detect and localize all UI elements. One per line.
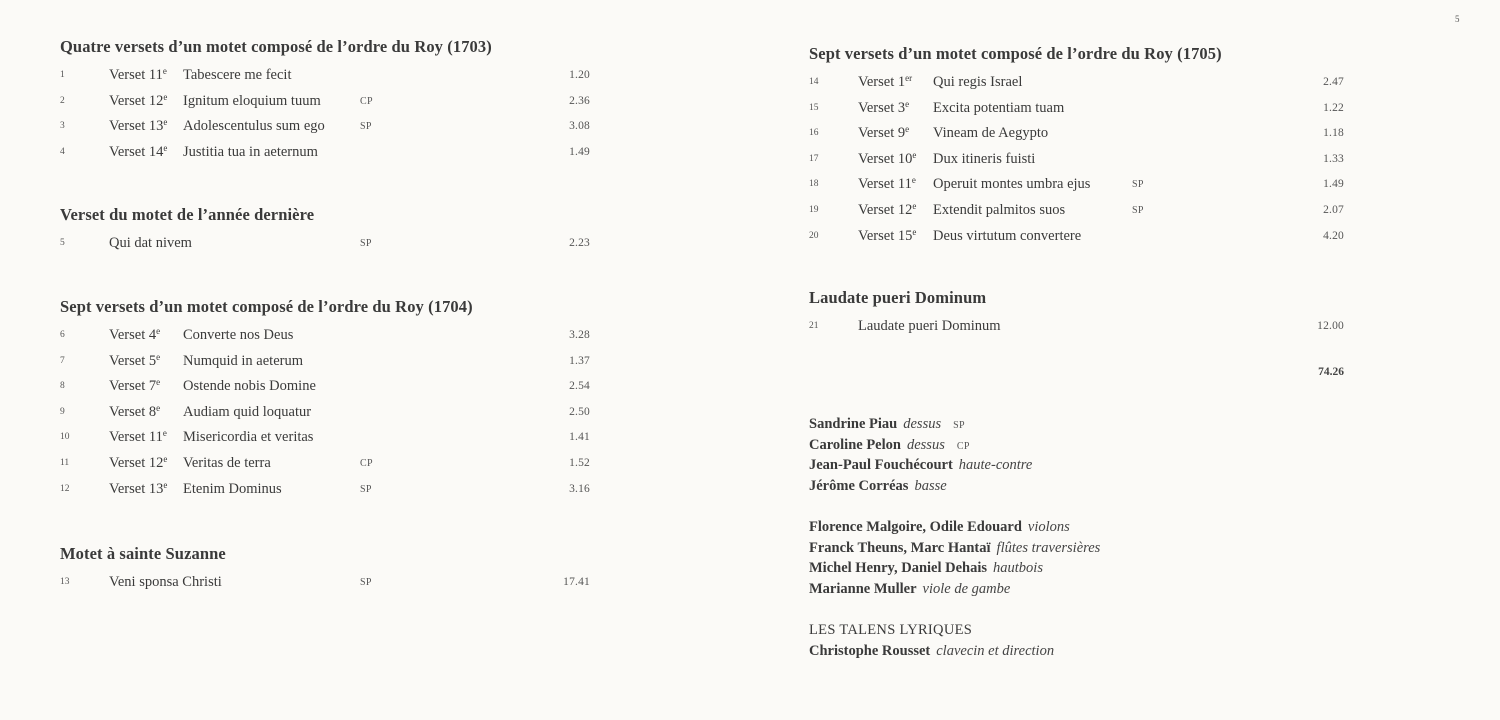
track-title: Veritas de terra bbox=[183, 454, 271, 471]
track-number: 7 bbox=[60, 355, 65, 366]
track-duration: 1.49 bbox=[569, 145, 590, 158]
track-number: 11 bbox=[60, 457, 70, 468]
track-number: 8 bbox=[60, 381, 65, 392]
track-duration: 12.00 bbox=[1317, 320, 1344, 332]
track-duration: 3.08 bbox=[569, 120, 590, 133]
verset-number: Verset 7 bbox=[109, 378, 157, 395]
section-title: Verset du motet de l’année dernière bbox=[60, 205, 315, 224]
instrumentalists-credits bbox=[809, 517, 1100, 599]
track-duration: 1.20 bbox=[569, 69, 590, 81]
verset-ordinal: e bbox=[162, 428, 167, 439]
credit-line bbox=[809, 476, 1032, 497]
track-row bbox=[809, 70, 1344, 96]
verset-number: Verset 11 bbox=[109, 429, 163, 446]
credit-line bbox=[809, 538, 1100, 559]
verset-label bbox=[109, 140, 167, 166]
soloist-code: SP bbox=[360, 483, 372, 495]
track-title: Adolescentulus sum ego bbox=[183, 118, 325, 135]
verset-ordinal: e bbox=[905, 124, 910, 135]
verset-label bbox=[858, 121, 909, 147]
verset-number: Verset 9 bbox=[858, 125, 906, 142]
performer-role: hautbois bbox=[993, 560, 1043, 576]
verset-label bbox=[858, 224, 916, 250]
credit-line bbox=[809, 620, 1054, 641]
track-duration: 1.49 bbox=[1323, 178, 1344, 191]
track-number: 14 bbox=[809, 77, 819, 87]
track-row bbox=[60, 89, 590, 115]
track-row bbox=[60, 63, 590, 89]
track-duration: 2.47 bbox=[1323, 76, 1344, 88]
verset-ordinal: e bbox=[156, 351, 161, 362]
verset-ordinal: e bbox=[163, 453, 168, 464]
track-row bbox=[809, 147, 1344, 173]
track-title: Vineam de Aegypto bbox=[933, 125, 1049, 142]
track-title: Ostende nobis Domine bbox=[183, 378, 316, 395]
verset-ordinal: e bbox=[911, 175, 916, 186]
verset-ordinal: e bbox=[912, 226, 917, 237]
credit-line bbox=[809, 641, 1054, 662]
track-duration: 3.28 bbox=[569, 329, 590, 341]
section-title: Motet à sainte Suzanne bbox=[60, 544, 226, 563]
track-duration: 2.50 bbox=[569, 405, 590, 418]
verset-number: Verset 8 bbox=[109, 403, 157, 420]
soloist-code: CP bbox=[360, 457, 373, 469]
verset-ordinal: e bbox=[162, 66, 167, 76]
soloist-code: CP bbox=[360, 95, 373, 107]
credit-line bbox=[809, 517, 1100, 538]
credit-line bbox=[809, 414, 1032, 435]
verset-number: Verset 12 bbox=[858, 201, 913, 218]
track-title: Ignitum eloquium tuum bbox=[183, 92, 321, 109]
verset-number: Verset 14 bbox=[109, 143, 164, 160]
track-duration: 1.41 bbox=[569, 431, 590, 444]
verset-number: Verset 5 bbox=[109, 352, 157, 369]
track-number: 13 bbox=[60, 577, 70, 587]
track-row bbox=[60, 140, 590, 166]
verset-number: Verset 1 bbox=[858, 74, 906, 90]
track-title: Converte nos Deus bbox=[183, 327, 294, 343]
verset-label bbox=[109, 451, 167, 477]
track-duration: 2.23 bbox=[569, 237, 590, 249]
track-row bbox=[809, 96, 1344, 122]
ensemble-credits bbox=[809, 620, 1054, 661]
track-title: Deus virtutum convertere bbox=[933, 227, 1082, 244]
verset-ordinal: e bbox=[156, 377, 161, 388]
ensemble-name: LES TALENS LYRIQUES bbox=[809, 622, 973, 638]
verset-label bbox=[109, 323, 160, 349]
verset-ordinal: e bbox=[163, 142, 168, 153]
track-number: 16 bbox=[809, 128, 819, 139]
verset-number: Verset 13 bbox=[109, 480, 164, 497]
track-duration: 1.52 bbox=[569, 456, 590, 469]
track-duration: 2.36 bbox=[569, 94, 590, 107]
track-row bbox=[60, 374, 590, 400]
verset-ordinal: e bbox=[905, 98, 910, 109]
performer-role: haute-contre bbox=[958, 457, 1033, 473]
verset-number: Verset 3 bbox=[858, 99, 906, 116]
verset-label bbox=[109, 477, 167, 503]
verset-label bbox=[858, 96, 909, 122]
track-title: Misericordia et veritas bbox=[183, 429, 314, 446]
track-row bbox=[60, 231, 590, 257]
performer-name: Marianne Muller bbox=[809, 580, 917, 597]
track-title: Laudate pueri Dominum bbox=[858, 318, 1001, 334]
verset-ordinal: e bbox=[912, 149, 917, 160]
track-row bbox=[809, 314, 1344, 340]
credit-line bbox=[809, 558, 1100, 579]
track-number: 19 bbox=[809, 204, 819, 215]
track-duration: 2.07 bbox=[1323, 203, 1344, 216]
verset-number: Verset 12 bbox=[109, 454, 164, 471]
verset-ordinal: e bbox=[912, 200, 917, 211]
track-row bbox=[60, 425, 590, 451]
track-row bbox=[60, 349, 590, 375]
verset-label bbox=[109, 374, 160, 400]
verset-label bbox=[858, 147, 916, 173]
section-sainte-suzanne bbox=[60, 543, 590, 596]
track-title: Operuit montes umbra ejus bbox=[933, 176, 1091, 193]
verset-number: Verset 11 bbox=[858, 176, 912, 193]
verset-label bbox=[109, 63, 167, 89]
performer-name: Franck Theuns, Marc Hantaï bbox=[809, 539, 991, 556]
soloist-code: SP bbox=[360, 238, 372, 249]
track-title: Qui regis Israel bbox=[933, 74, 1023, 90]
section-annee-derniere bbox=[60, 204, 590, 257]
track-title: Etenim Dominus bbox=[183, 480, 282, 497]
verset-number: Verset 15 bbox=[858, 227, 913, 244]
track-number: 10 bbox=[60, 432, 70, 443]
track-duration: 1.18 bbox=[1323, 127, 1344, 140]
track-number: 12 bbox=[60, 483, 70, 494]
track-title: Qui dat nivem bbox=[109, 235, 192, 251]
track-row bbox=[60, 400, 590, 426]
performer-name: Florence Malgoire, Odile Edouard bbox=[809, 519, 1022, 535]
performer-role: basse bbox=[914, 477, 947, 494]
performer-role: viole de gambe bbox=[922, 580, 1011, 597]
verset-ordinal: e bbox=[163, 479, 168, 490]
track-title: Numquid in aeterum bbox=[183, 352, 304, 369]
verset-number: Verset 4 bbox=[109, 327, 157, 343]
soloist-code: SP bbox=[1132, 179, 1144, 191]
performer-name: Michel Henry, Daniel Dehais bbox=[809, 560, 988, 576]
track-row bbox=[809, 224, 1344, 250]
track-row bbox=[60, 323, 590, 349]
verset-label bbox=[858, 198, 916, 224]
track-number: 18 bbox=[809, 179, 819, 190]
track-number: 5 bbox=[60, 238, 65, 248]
performer-name: Jérôme Corréas bbox=[809, 477, 909, 494]
track-title: Excita potentiam tuam bbox=[933, 99, 1065, 116]
track-title: Tabescere me fecit bbox=[183, 67, 292, 83]
verset-label bbox=[109, 89, 167, 115]
director-role: clavecin et direction bbox=[936, 642, 1055, 659]
verset-number: Verset 12 bbox=[109, 92, 164, 109]
track-number: 3 bbox=[60, 121, 65, 132]
section-title: Sept versets d’un motet composé de l’ordre du Roy (1704) bbox=[60, 297, 473, 316]
section-title: Laudate pueri Dominum bbox=[809, 288, 987, 307]
section-laudate bbox=[809, 287, 1344, 340]
verset-label bbox=[858, 172, 916, 198]
section-1705 bbox=[809, 43, 1344, 249]
section-title: Quatre versets d’un motet composé de l’ordre du Roy (1703) bbox=[60, 37, 492, 56]
verset-number: Verset 11 bbox=[109, 67, 163, 83]
performer-name: Sandrine Piau bbox=[809, 416, 898, 432]
track-number: 17 bbox=[809, 153, 819, 164]
track-duration: 3.16 bbox=[569, 482, 590, 495]
track-duration: 1.33 bbox=[1323, 152, 1344, 165]
track-number: 15 bbox=[809, 102, 819, 113]
track-duration: 4.20 bbox=[1323, 229, 1344, 242]
verset-number: Verset 10 bbox=[858, 150, 913, 167]
track-row bbox=[809, 172, 1344, 198]
track-title: Extendit palmitos suos bbox=[933, 201, 1066, 218]
verset-ordinal: er bbox=[905, 73, 913, 83]
track-duration: 1.37 bbox=[569, 354, 590, 367]
verset-label bbox=[858, 70, 912, 96]
verset-label bbox=[109, 425, 167, 451]
track-number: 9 bbox=[60, 406, 65, 417]
track-row bbox=[60, 570, 590, 596]
performer-code: CP bbox=[956, 440, 970, 452]
track-number: 21 bbox=[809, 321, 819, 331]
performer-code: SP bbox=[953, 420, 965, 431]
performer-role: dessus bbox=[903, 416, 942, 432]
section-1703 bbox=[60, 36, 590, 165]
track-number: 20 bbox=[809, 230, 819, 241]
track-number: 6 bbox=[60, 330, 65, 340]
section-1704 bbox=[60, 296, 590, 502]
track-title: Dux itineris fuisti bbox=[933, 150, 1036, 167]
track-duration: 17.41 bbox=[563, 576, 590, 588]
credit-line bbox=[809, 435, 1032, 456]
verset-label bbox=[109, 114, 167, 140]
total-duration: 74.26 bbox=[1318, 366, 1344, 378]
performer-name: Jean-Paul Fouchécourt bbox=[809, 457, 953, 473]
verset-ordinal: e bbox=[156, 402, 161, 413]
verset-ordinal: e bbox=[156, 326, 161, 336]
track-number: 4 bbox=[60, 146, 65, 157]
track-row bbox=[60, 451, 590, 477]
verset-label bbox=[109, 400, 160, 426]
track-row bbox=[60, 477, 590, 503]
soloist-code: SP bbox=[360, 121, 372, 133]
track-row bbox=[60, 114, 590, 140]
track-row bbox=[809, 121, 1344, 147]
performer-role: violons bbox=[1027, 519, 1070, 535]
credit-line bbox=[809, 455, 1032, 476]
track-title: Veni sponsa Christi bbox=[109, 574, 222, 590]
performer-role: dessus bbox=[906, 436, 945, 453]
track-number: 1 bbox=[60, 70, 65, 80]
track-number: 2 bbox=[60, 95, 65, 106]
verset-ordinal: e bbox=[163, 117, 168, 128]
performer-role: flûtes traversières bbox=[996, 539, 1101, 556]
verset-label bbox=[109, 349, 160, 375]
verset-number: Verset 13 bbox=[109, 118, 164, 135]
page-number: 5 bbox=[1455, 14, 1460, 24]
track-title: Justitia tua in aeternum bbox=[183, 143, 318, 160]
track-duration: 1.22 bbox=[1323, 101, 1344, 114]
credit-line bbox=[809, 579, 1100, 600]
track-row bbox=[809, 198, 1344, 224]
track-title: Audiam quid loquatur bbox=[183, 403, 312, 420]
track-duration: 2.54 bbox=[569, 380, 590, 393]
singers-credits bbox=[809, 414, 1032, 496]
performer-name: Caroline Pelon bbox=[809, 436, 901, 453]
section-title: Sept versets d’un motet composé de l’ordre du Roy (1705) bbox=[809, 44, 1222, 63]
verset-ordinal: e bbox=[163, 91, 168, 102]
soloist-code: SP bbox=[360, 577, 372, 588]
director-name: Christophe Rousset bbox=[809, 642, 931, 659]
soloist-code: SP bbox=[1132, 204, 1144, 216]
